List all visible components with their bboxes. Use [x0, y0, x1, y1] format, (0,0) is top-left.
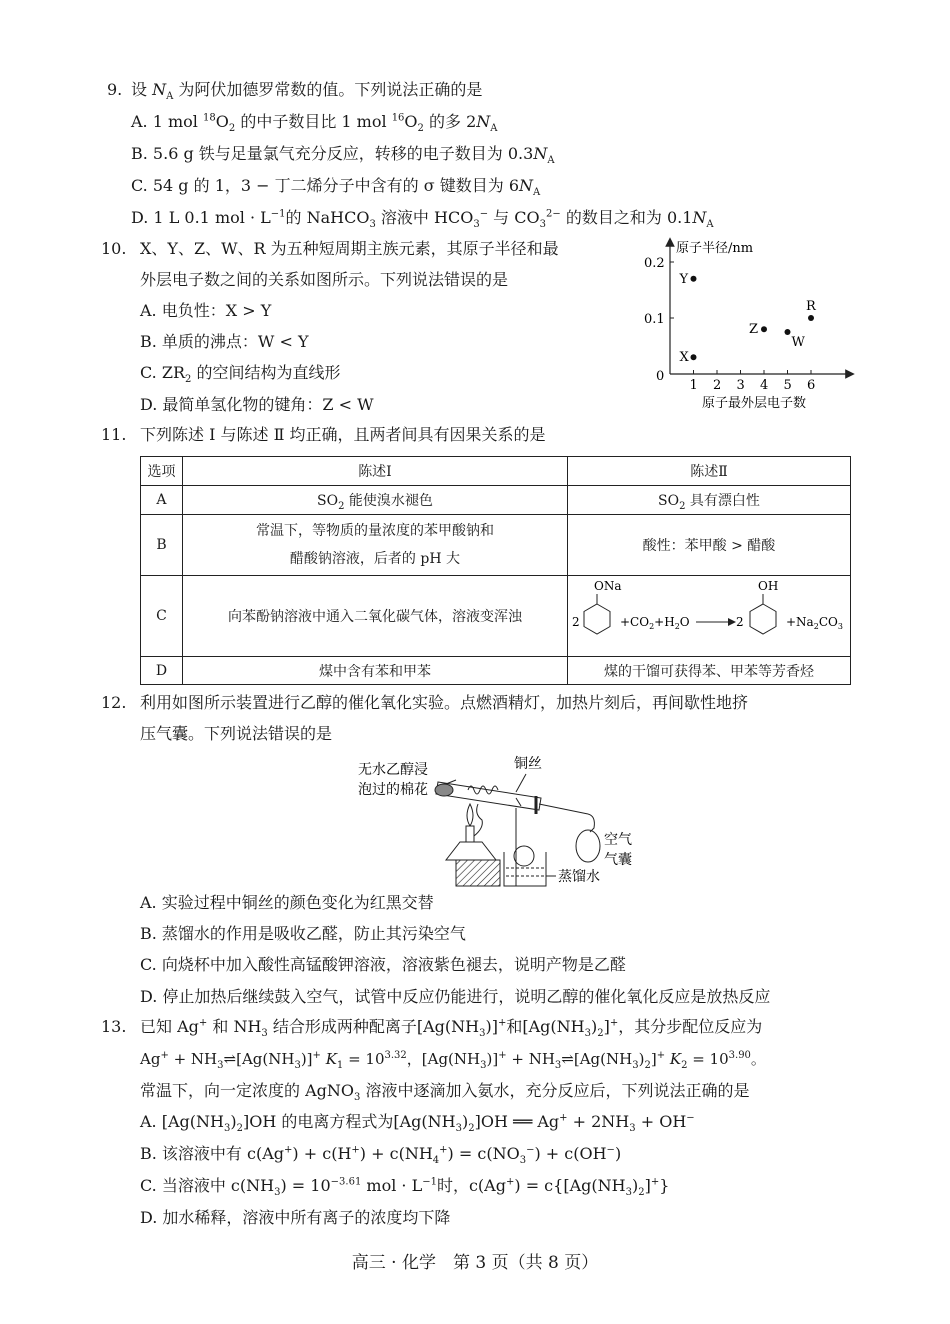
- q10-stem-line1: X、Y、Z、W、R 为五种短周期主族元素，其原子半径和最: [140, 239, 559, 258]
- q10-option-b: B. 单质的沸点：W < Y: [140, 332, 309, 351]
- arrow-icon: [728, 618, 736, 626]
- x-tick-label: 1: [689, 378, 698, 393]
- statement-2: 酸性：苯甲酸 > 醋酸: [567, 515, 850, 576]
- q9-number: 9.: [107, 80, 123, 99]
- row-option: C: [141, 576, 183, 657]
- data-point-x: [691, 354, 697, 360]
- table-header-row: [141, 457, 851, 486]
- q10-option-c: C. $ZR_2$ 的空间结构为直线形: [140, 363, 341, 386]
- q10-stem-line2: 外层电子数之间的关系如图所示。下列说法错误的是: [140, 270, 509, 289]
- statement-1: 常温下，等物质的量浓度的苯甲酸钠和 醋酸钠溶液，后者的 pH 大: [182, 515, 567, 576]
- q9-option-b: B. 5.6 g 铁与足量氯气充分反应，转移的电子数目为 $0.3N_A$: [131, 144, 555, 167]
- row-option: D: [141, 657, 183, 685]
- air-label-2: 气囊: [604, 852, 632, 868]
- header-statement-2: 陈述Ⅱ: [567, 457, 850, 486]
- q12-stem-line2: 压气囊。下列说法错误的是: [140, 724, 333, 743]
- q9-option-c: C. 54 g 的 1，3 − 丁二烯分子中含有的 σ 键数目为 $6N_A$: [131, 176, 541, 199]
- beaker-icon: [504, 852, 546, 886]
- phenol-reaction-equation: [568, 576, 849, 652]
- alcohol-lamp-icon: [446, 842, 496, 860]
- svg-text:ONa: ONa: [594, 579, 622, 593]
- q12-apparatus-figure: [356, 752, 646, 888]
- page-footer: 高三 · 化学 第 3 页（共 8 页）: [351, 1253, 599, 1273]
- q13-option-b: B. 该溶液中有 $c(Ag^+) + c(H^+) + c(NH_4^+) = c(NO_3^-) + c(OH^-)$: [140, 1144, 622, 1167]
- svg-text:+CO2+H2O: $+CO_2+H_2O$: [620, 615, 691, 631]
- statement-1: $SO_2$ 能使溴水褪色: [182, 486, 567, 515]
- flask-icon: [514, 846, 534, 866]
- data-point-w: [785, 329, 791, 335]
- svg-text:2: 2: [572, 615, 581, 629]
- x-tick-label: 6: [807, 378, 816, 393]
- q9-option-d: D. 1 L 0.1 mol · $L^{-1}$的 NaHCO$_3$ 溶液中 $HCO_3^-$ 与 $CO_3^{2-}$ 的数目之和为 $0.1N_A$: [131, 208, 714, 231]
- test-tube: [436, 782, 541, 810]
- benzene-ring-icon: [750, 604, 776, 634]
- q10-number: 10.: [101, 239, 127, 258]
- q12-number: 12.: [101, 693, 127, 712]
- q11-table: [140, 456, 851, 685]
- air-bladder-icon: [576, 830, 600, 862]
- data-point-label: R: [806, 299, 816, 314]
- x-tick-label: 2: [713, 378, 722, 393]
- copper-wire-label: 铜丝: [514, 756, 542, 772]
- data-point-r: [808, 315, 814, 321]
- copper-coil-icon: [468, 786, 498, 794]
- q13-stem-line3: 常温下，向一定浓度的 AgNO$_3$ 溶液中逐滴加入氨水，充分反应后，下列说法正确的是: [140, 1081, 750, 1104]
- table-row: [141, 486, 851, 515]
- y-tick-label: 0.2: [644, 256, 665, 271]
- cotton-label-1: 无水乙醇浸: [358, 762, 428, 778]
- data-point-y: [691, 276, 697, 282]
- data-point-z: [761, 326, 767, 332]
- q11-number: 11.: [101, 425, 127, 444]
- q13-stem-line1: 已知 Ag+ 和 $NH_3$ 结合形成两种配离子$[Ag(NH_3)]^+$和$[Ag(NH_3)_2]^+$，其分步配位反应为: [140, 1017, 763, 1040]
- svg-text:OH: OH: [758, 579, 779, 593]
- svg-text:2: 2: [736, 615, 745, 629]
- distilled-water-label: 蒸馏水: [558, 869, 600, 885]
- statement-2: $SO_2$ 具有漂白性: [567, 486, 850, 515]
- q9-stem: 设 $N_A$ 为阿伏加德罗常数的值。下列说法正确的是: [131, 80, 483, 103]
- table-row: [141, 515, 851, 576]
- q10-scatter-chart: [638, 236, 868, 414]
- statement-2: 煤的干馏可获得苯、甲苯等芳香烃: [567, 657, 850, 685]
- q13-number: 13.: [101, 1017, 127, 1036]
- data-point-label: Z: [749, 322, 759, 338]
- header-statement-1: 陈述Ⅰ: [182, 457, 567, 486]
- data-point-label: X: [679, 350, 689, 366]
- wooden-block: [456, 860, 500, 886]
- q12-stem-line1: 利用如图所示装置进行乙醇的催化氧化实验。点燃酒精灯，加热片刻后，再间歇性地挤: [140, 693, 749, 712]
- benzene-ring-icon: [584, 604, 610, 634]
- x-axis-label: 原子最外层电子数: [702, 396, 807, 411]
- statement-2: [567, 576, 850, 657]
- q12-option-d: D. 停止加热后继续鼓入空气，试管中反应仍能进行，说明乙醇的催化氧化反应是放热反应: [140, 987, 771, 1006]
- row-option: A: [141, 486, 183, 515]
- q12-option-a: A. 实验过程中铜丝的颜色变化为红黑交替: [140, 893, 434, 912]
- q13-stem-line2: $Ag^+ + NH_3\rightleftharpoons[Ag(NH_3)]^+$ $K_1 = 10^{3.32}$，$[Ag(NH_3)]^+$ + $NH_3\rightleftharpoons[Ag(NH_3)_2]^+$ $K_2 = 10^{3.90}$。: [140, 1050, 766, 1071]
- header-option: 选项: [141, 457, 183, 486]
- q13-option-c: C. 当溶液中 $c(NH_3) = 10^{-3.61}$ mol · $L^{-1}$时，$c(Ag^+) = c\{[Ag(NH_3)_2]^+\}$: [140, 1176, 670, 1199]
- data-point-label: Y: [679, 271, 689, 287]
- y-axis-label: 原子半径/nm: [676, 241, 754, 256]
- q10-option-a: A. 电负性：X > Y: [140, 301, 272, 320]
- row-option: B: [141, 515, 183, 576]
- y-tick-label: 0.1: [644, 312, 665, 327]
- origin-label: 0: [656, 369, 665, 384]
- table-row: [141, 657, 851, 685]
- q13-option-d: D. 加水稀释，溶液中所有离子的浓度均下降: [140, 1208, 451, 1227]
- q11-stem: 下列陈述 Ⅰ 与陈述 Ⅱ 均正确，且两者间具有因果关系的是: [140, 425, 546, 444]
- data-point-label: W: [791, 335, 805, 350]
- table-row: [141, 576, 851, 657]
- q9-option-a: A. 1 mol $^{18}O_2$ 的中子数目比 1 mol $^{16}O_2$ 的多 $2N_A$: [131, 112, 498, 135]
- air-label-1: 空气: [604, 832, 632, 848]
- q13-option-a: A. $[Ag(NH_3)_2]OH$ 的电离方程式为$[Ag(NH_3)_2]OH$ ══ $Ag^+ + 2NH_3 + OH^-$: [140, 1112, 695, 1135]
- statement-1: 煤中含有苯和甲苯: [182, 657, 567, 685]
- cotton-label-2: 泡过的棉花: [358, 782, 428, 798]
- statement-1: 向苯酚钠溶液中通入二氧化碳气体，溶液变浑浊: [182, 576, 567, 657]
- x-tick-label: 5: [783, 378, 792, 393]
- x-tick-label: 4: [760, 378, 769, 393]
- svg-text:+Na2CO3: $+Na_2CO_3$: [786, 615, 844, 631]
- q12-option-c: C. 向烧杯中加入酸性高锰酸钾溶液，溶液紫色褪去，说明产物是乙醛: [140, 955, 626, 974]
- cotton-icon: [435, 784, 453, 796]
- q12-option-b: B. 蒸馏水的作用是吸收乙醛，防止其污染空气: [140, 924, 466, 943]
- x-tick-label: 3: [736, 378, 745, 393]
- q10-option-d: D. 最简单氢化物的键角：Z < W: [140, 395, 374, 414]
